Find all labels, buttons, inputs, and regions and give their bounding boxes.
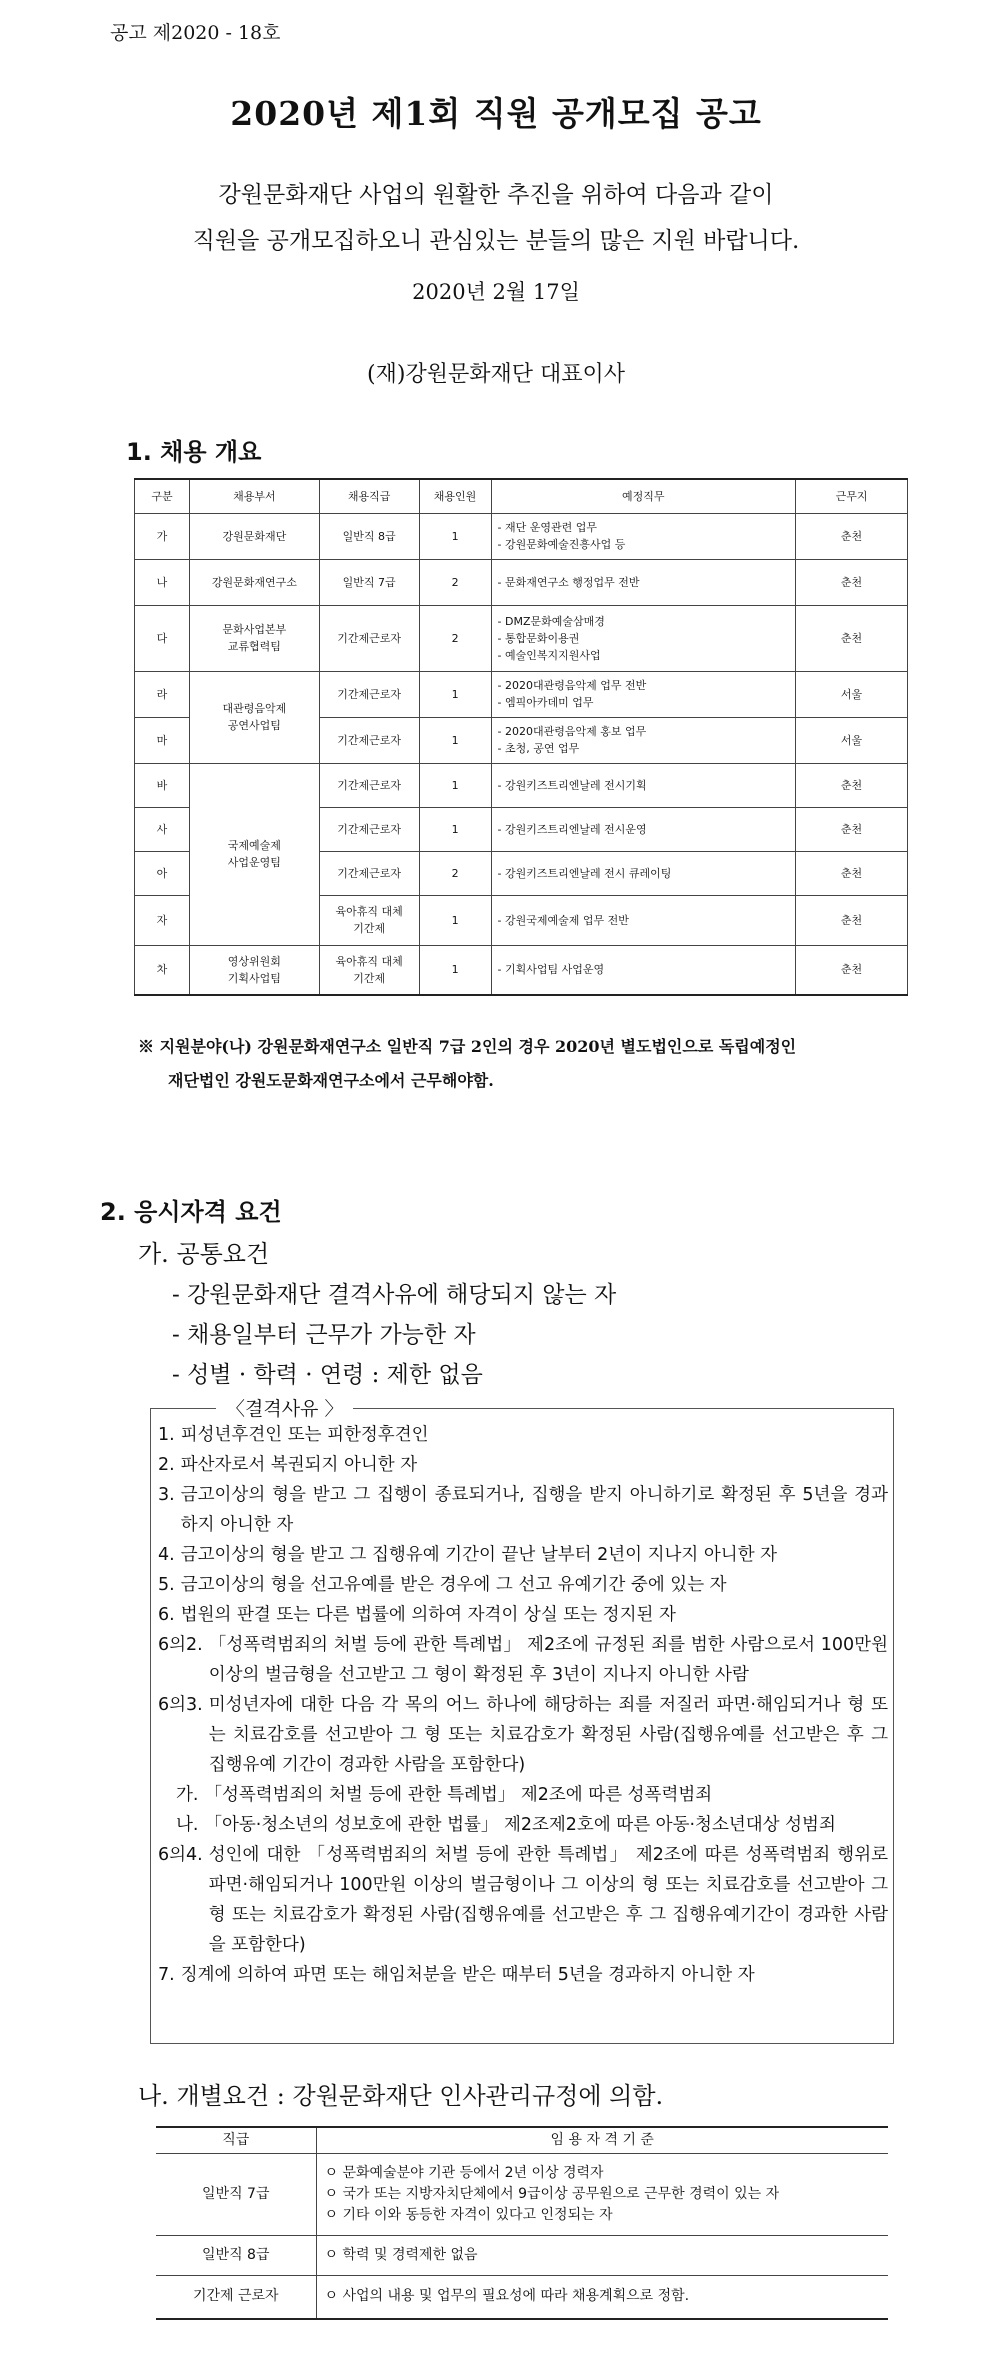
page-title: 2020년 제1회 직원 공개모집 공고 [230,94,762,133]
dept-line: 대관령음악제 [222,702,287,715]
header-cell: 직급 [156,2127,316,2153]
dept-cell: 강원문화재연구소 [189,559,319,605]
grade-cell: 일반직 8급 [156,2235,316,2275]
notice-date: 2020년 2월 17일 [412,280,580,304]
item-number: 3. [158,1485,175,1505]
grade-cell: 일반직 7급 [319,559,419,605]
item-number: 5. [158,1575,175,1595]
disqualification-title: 〈결격사유 〉 [216,1394,353,1421]
disqualification-list [158,1420,888,1990]
common-requirement: - 성별 · 학력 · 연령 : 제한 없음 [172,1362,483,1388]
header-cell: 근무지 [796,479,908,513]
location-cell: 춘천 [796,945,908,995]
duty-line: - 강원키즈트리엔날레 전시기획 [497,778,647,792]
dept-line: 사업운영팀 [227,856,281,869]
item-number: 6의4. [158,1845,203,1865]
row-id: 마 [135,717,190,763]
common-requirement: - 채용일부터 근무가 가능한 자 [172,1322,476,1348]
header-cell: 채용인원 [419,479,491,513]
grade-line: 기간제 [353,971,386,985]
grade-cell: 기간제 근로자 [156,2275,316,2319]
grade-line: 기간제 [353,922,386,935]
criteria-cell [316,2275,888,2319]
row-id: 라 [135,671,190,717]
grade-cell: 기간제근로자 [319,717,419,763]
disqualification-item [158,1420,888,1450]
row-id: 나 [135,559,190,605]
duty-cell [491,945,796,995]
row-id: 자 [135,895,190,945]
dept-cell [189,605,319,671]
location-cell: 춘천 [796,513,908,559]
location-cell: 춘천 [796,559,908,605]
count-cell: 1 [419,513,491,559]
table-header-row [156,2127,888,2153]
duty-cell [491,807,796,851]
table-row [135,559,908,605]
disqualification-item [158,1810,888,1840]
recruitment-table [134,478,908,996]
location-cell: 춘천 [796,851,908,895]
item-text: 금고이상의 형을 선고유예를 받은 경우에 그 선고 유예기간 중에 있는 자 [180,1575,727,1595]
disqualification-item [158,1600,888,1630]
duty-cell [491,605,796,671]
count-cell: 2 [419,605,491,671]
grade-cell: 기간제근로자 [319,605,419,671]
footnote-line: ※ 지원분야(나) 강원문화재연구소 일반직 7급 2인의 경우 2020년 별도법인으로 독립예정인 [138,1037,797,1056]
item-text: 금고이상의 형을 받고 그 집행유예 기간이 끝난 날부터 2년이 지나지 아니한 자 [180,1545,778,1565]
row-id: 차 [135,945,190,995]
dept-line: 공연사업팀 [227,719,281,732]
header-cell: 임 용 자 격 기 준 [316,2127,888,2153]
duty-cell [491,895,796,945]
grade-line: 육아휴직 대체 [335,905,403,918]
item-number: 6. [158,1605,175,1625]
dept-line: 교류협력팀 [227,640,281,653]
row-id: 다 [135,605,190,671]
disqualification-item [158,1840,888,1960]
table-row [156,2275,888,2319]
grade-cell [319,895,419,945]
duty-line: - 기획사업팀 사업운영 [497,963,605,977]
location-cell: 춘천 [796,763,908,807]
criteria-line: ㅇ 학력 및 경력제한 없음 [324,2246,478,2263]
count-cell: 1 [419,717,491,763]
disqualification-item [158,1690,888,1780]
grade-cell: 기간제근로자 [319,763,419,807]
duty-cell [491,763,796,807]
duty-cell [491,717,796,763]
criteria-line: ㅇ 문화예술분야 기관 등에서 2년 이상 경력자 [324,2164,604,2181]
duty-cell [491,513,796,559]
table-row [135,605,908,671]
count-cell: 1 [419,895,491,945]
duty-line: - 2020대관령음악제 업무 전반 [497,679,647,692]
notice-number: 공고 제2020 - 18호 [110,22,281,44]
disqualification-item [158,1540,888,1570]
dept-cell [189,763,319,945]
disqualification-item [158,1450,888,1480]
item-number: 6의2. [158,1635,203,1655]
item-text: 성인에 대한 「성폭력범죄의 처벌 등에 관한 특례법」 제2조에 따른 성폭력범죄 행위로 파면·해임되거나 100만원 이상의 벌금형이나 그 이상의 형 또는 치료감호를 선고받아 그 형 또는 치료감호가 확정된 사람(집행유예를 선고받은 후 그 집행유예기간이 경과한 사람을 포함한다) [208,1845,888,1955]
item-text: 「아동·청소년의 성보호에 관한 법률」 제2조제2호에 따른 아동·청소년대상 성범죄 [204,1815,836,1835]
duty-cell [491,559,796,605]
intro-line: 강원문화재단 사업의 원활한 추진을 위하여 다음과 같이 [218,182,774,208]
grade-cell: 일반직 7급 [156,2153,316,2235]
header-cell: 채용직급 [319,479,419,513]
count-cell: 1 [419,671,491,717]
criteria-line: ㅇ 기타 이와 동등한 자격이 있다고 인정되는 자 [324,2206,613,2223]
location-cell: 춘천 [796,807,908,851]
duty-line: - 초청, 공연 업무 [497,742,580,755]
dept-line: 문화사업본부 [222,623,287,636]
section-heading-eligibility: 2. 응시자격 요건 [100,1198,282,1226]
table-row [135,945,908,995]
dept-line: 기획사업팀 [227,971,281,985]
footnote-line: 재단법인 강원도문화재연구소에서 근무해야함. [168,1071,494,1090]
item-number: 가. [176,1785,199,1805]
disqualification-item [158,1570,888,1600]
row-id: 바 [135,763,190,807]
location-cell: 춘천 [796,605,908,671]
criteria-cell [316,2153,888,2235]
intro-text [0,172,992,264]
grade-cell: 기간제근로자 [319,807,419,851]
grade-cell: 기간제근로자 [319,851,419,895]
row-id: 사 [135,807,190,851]
item-number: 6의3. [158,1695,203,1715]
table-row [156,2235,888,2275]
disqualification-item [158,1480,888,1540]
item-text: 「성폭력범죄의 처벌 등에 관한 특례법」 제2조에 따른 성폭력범죄 [204,1785,713,1805]
dept-cell [189,671,319,763]
section-heading-recruitment-overview: 1. 채용 개요 [126,438,262,466]
item-text: 피성년후견인 또는 피한정후견인 [180,1425,429,1445]
row-id: 아 [135,851,190,895]
location-cell: 춘천 [796,895,908,945]
item-number: 1. [158,1425,175,1445]
item-text: 징계에 의하여 파면 또는 해임처분을 받은 때부터 5년을 경과하지 아니한 자 [180,1965,755,1985]
location-cell: 서울 [796,671,908,717]
header-cell: 채용부서 [189,479,319,513]
item-number: 7. [158,1965,175,1985]
duty-cell [491,851,796,895]
duty-line: - 강원국제예술제 업무 전반 [497,913,629,927]
intro-line: 직원을 공개모집하오니 관심있는 분들의 많은 지원 바랍니다. [192,228,800,254]
item-number: 2. [158,1455,175,1475]
duty-line: - 강원키즈트리엔날레 전시 큐레이팅 [497,866,672,880]
item-number: 4. [158,1545,175,1565]
table-row [135,671,908,717]
dept-line: 국제예술제 [227,839,281,852]
table-row [135,513,908,559]
item-text: 금고이상의 형을 받고 그 집행이 종료되거나, 집행을 받지 아니하기로 확정된 후 5년을 경과하지 아니한 자 [180,1485,888,1535]
common-requirements-heading: 가. 공통요건 [138,1240,270,1268]
location-cell: 서울 [796,717,908,763]
duty-line: - 엠픽아카데미 업무 [497,696,594,709]
grade-line: 육아휴직 대체 [335,954,403,968]
count-cell: 2 [419,851,491,895]
individual-requirements-heading: 나. 개별요건 : 강원문화재단 인사관리규정에 의함. [138,2082,664,2110]
table-row [135,763,908,807]
header-cell: 예정직무 [491,479,796,513]
header-cell: 구분 [135,479,190,513]
duty-line: - 강원문화예술진흥사업 등 [497,538,626,551]
table-header-row [135,479,908,513]
duty-line: - 예술인복지지원사업 [497,648,601,662]
duty-cell [491,671,796,717]
dept-line: 영상위원회 [227,954,281,968]
grade-cell [319,945,419,995]
criteria-line: ㅇ 국가 또는 지방자치단체에서 9급이상 공무원으로 근무한 경력이 있는 자 [324,2185,780,2202]
grade-cell: 일반직 8급 [319,513,419,559]
item-text: 법원의 판결 또는 다른 법률에 의하여 자격이 상실 또는 정지된 자 [180,1605,676,1625]
item-number: 나. [176,1815,199,1835]
item-text: 「성폭력범죄의 처벌 등에 관한 특례법」 제2조에 규정된 죄를 범한 사람으로서 100만원 이상의 벌금형을 선고받고 그 형이 확정된 후 3년이 지나지 아니한 사람 [208,1635,888,1685]
table-row [156,2153,888,2235]
criteria-cell [316,2235,888,2275]
count-cell: 1 [419,807,491,851]
disqualification-item [158,1630,888,1690]
duty-line: - DMZ문화예술삼매경 [497,614,605,628]
disqualification-item [158,1960,888,1990]
grade-cell: 기간제근로자 [319,671,419,717]
count-cell: 1 [419,945,491,995]
duty-line: - 통합문화이용권 [497,631,580,645]
duty-line: - 재단 운영관련 업무 [497,521,597,534]
criteria-table [156,2126,888,2320]
dept-cell [189,945,319,995]
dept-cell: 강원문화재단 [189,513,319,559]
common-requirement: - 강원문화재단 결격사유에 해당되지 않는 자 [172,1282,617,1308]
count-cell: 2 [419,559,491,605]
issuer: (재)강원문화재단 대표이사 [367,362,625,387]
disqualification-item [158,1780,888,1810]
item-text: 파산자로서 복권되지 아니한 자 [180,1455,418,1475]
row-id: 가 [135,513,190,559]
duty-line: - 문화재연구소 행정업무 전반 [497,575,640,589]
footnote [138,1030,918,1098]
item-text: 미성년자에 대한 다음 각 목의 어느 하나에 해당하는 죄를 저질러 파면·해임되거나 형 또는 치료감호를 선고받아 그 형 또는 치료감호가 확정된 사람(집행유예를 선고받은 후 그 집행유예 기간이 경과한 사람을 포함한다) [208,1695,888,1775]
duty-line: - 2020대관령음악제 홍보 업무 [497,725,647,738]
duty-line: - 강원키즈트리엔날레 전시운영 [497,822,647,836]
count-cell: 1 [419,763,491,807]
criteria-line: ㅇ 사업의 내용 및 업무의 필요성에 따라 채용계획으로 정함. [324,2288,690,2305]
